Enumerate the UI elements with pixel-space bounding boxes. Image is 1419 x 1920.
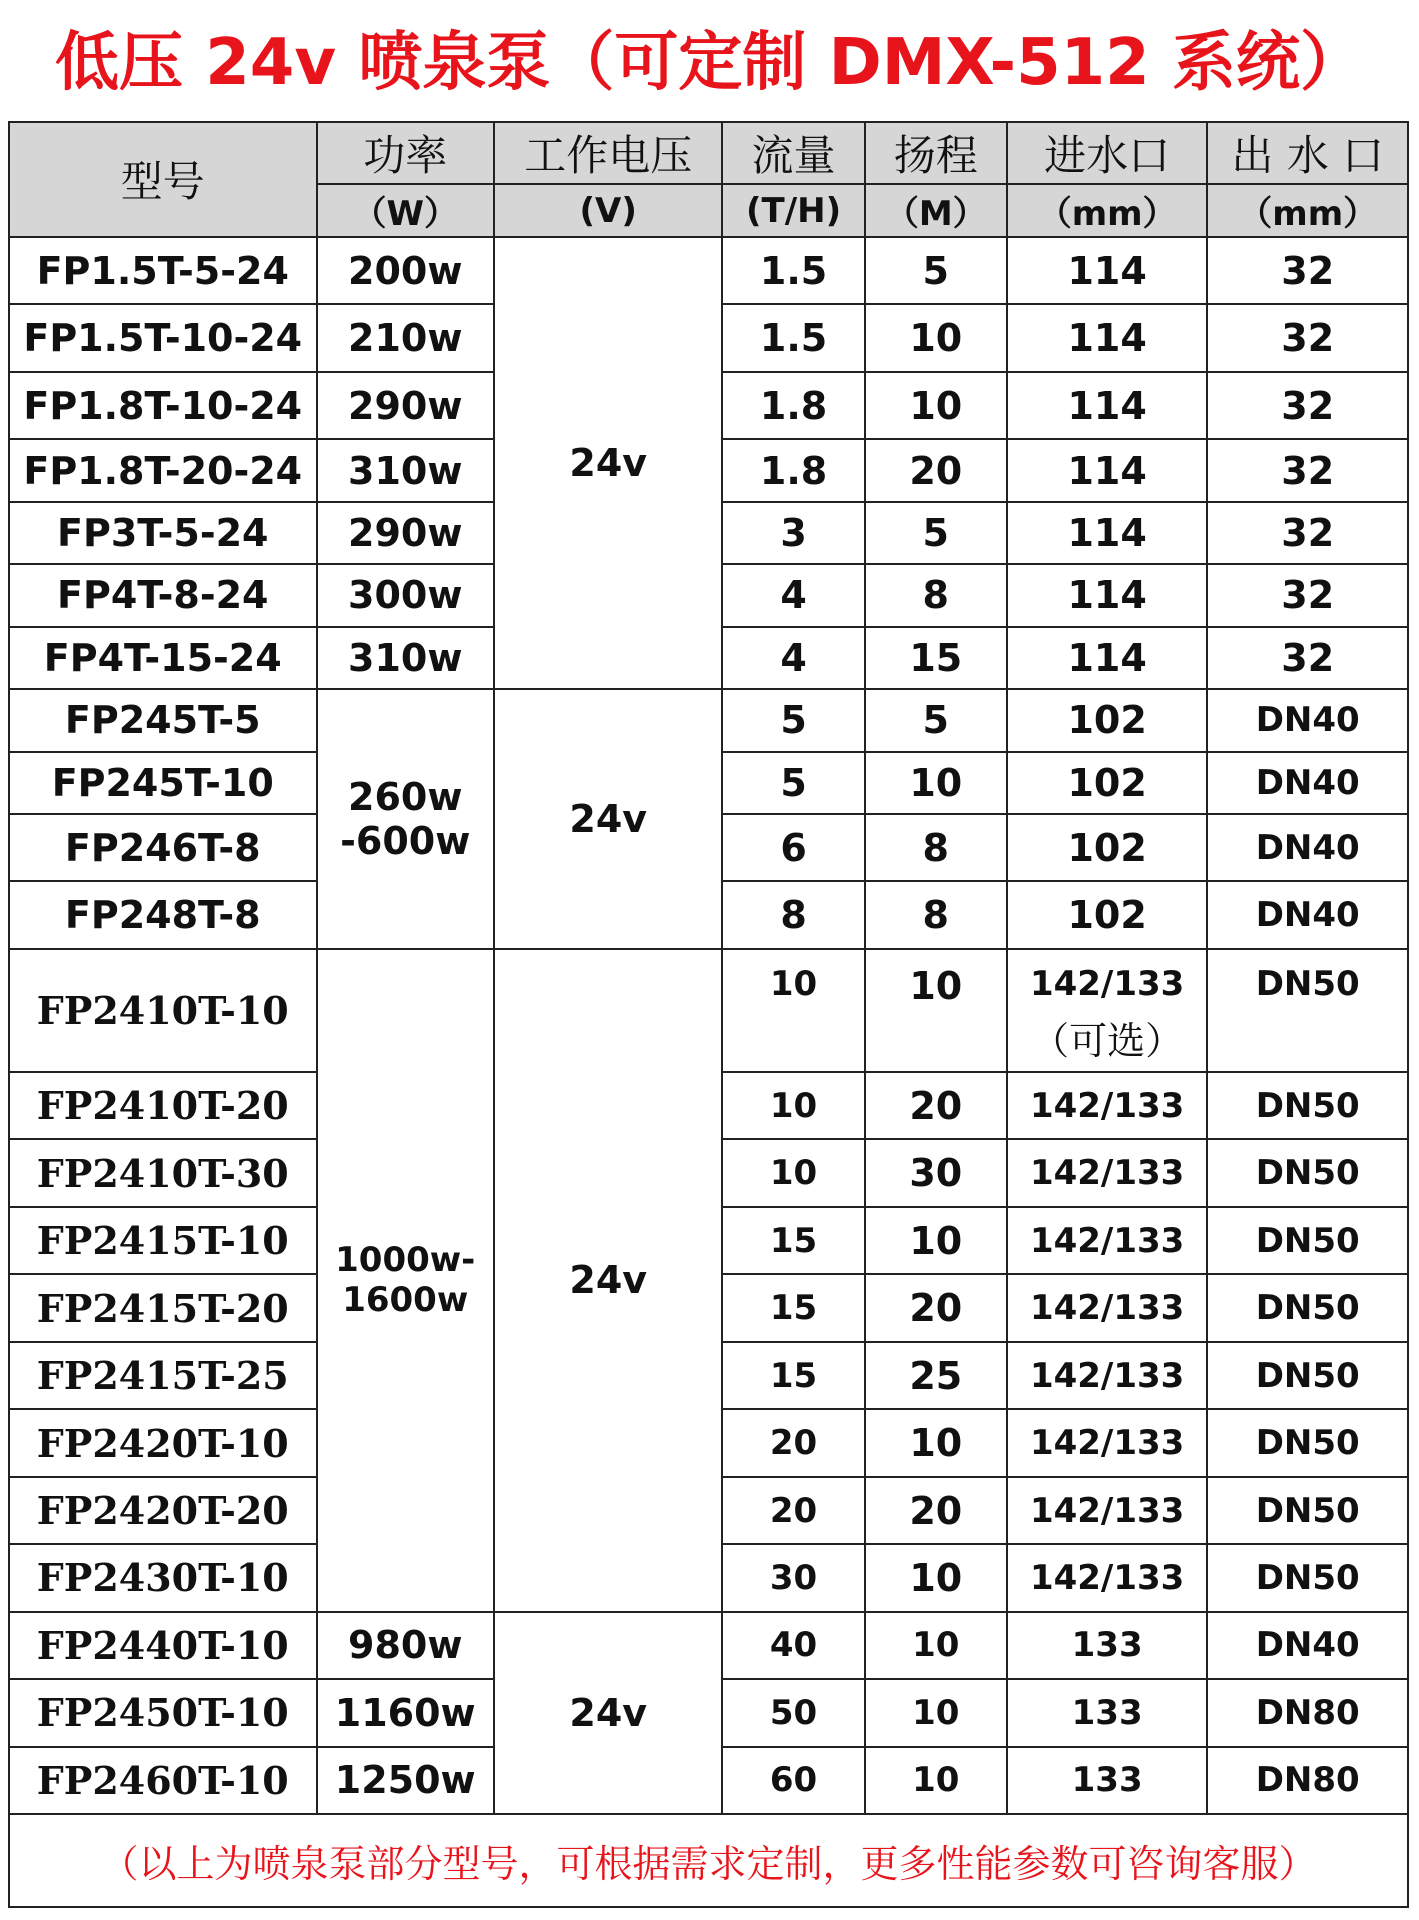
power-range-cell <box>317 689 494 949</box>
unit-voltage: (V) <box>494 184 723 236</box>
voltage-cell: 24v <box>494 1612 723 1814</box>
inlet-cell: 142/133 <box>1007 1274 1208 1341</box>
flow-cell: 1.5 <box>722 304 864 371</box>
head-cell: 10 <box>865 372 1007 439</box>
flow-cell: 1.5 <box>722 237 864 304</box>
power-cell: 310w <box>317 439 494 501</box>
model-cell: FP1.8T-10-24 <box>9 372 317 439</box>
outlet-cell: DN50 <box>1207 1544 1408 1611</box>
power-cell: 1160w <box>317 1679 494 1746</box>
inlet-cell: 114 <box>1007 564 1208 626</box>
power-range-line1: 260w <box>348 775 463 820</box>
inlet-cell: 133 <box>1007 1747 1208 1814</box>
inlet-cell: 102 <box>1007 814 1208 881</box>
header-flow: 流量 <box>722 122 864 184</box>
unit-inlet: （mm） <box>1007 184 1208 236</box>
flow-cell: 4 <box>722 564 864 626</box>
power-cell: 210w <box>317 304 494 371</box>
flow-cell: 1.8 <box>722 372 864 439</box>
head-cell: 10 <box>865 1544 1007 1611</box>
table-row <box>9 949 1408 1072</box>
power-range-line1: 1000w- <box>335 1240 476 1281</box>
model-cell: FP248T-8 <box>9 881 317 948</box>
model-cell: FP2430T-10 <box>9 1544 317 1611</box>
flow-cell: 15 <box>722 1207 864 1274</box>
power-cell: 200w <box>317 237 494 304</box>
voltage-cell: 24v <box>494 949 723 1612</box>
model-cell: FP2450T-10 <box>9 1679 317 1746</box>
inlet-cell: 102 <box>1007 881 1208 948</box>
head-cell: 10 <box>865 1679 1007 1746</box>
inlet-cell: 114 <box>1007 237 1208 304</box>
outlet-cell: 32 <box>1207 627 1408 689</box>
model-cell: FP1.5T-10-24 <box>9 304 317 371</box>
model-cell: FP2415T-10 <box>9 1207 317 1274</box>
outlet-cell: 32 <box>1207 502 1408 564</box>
flow-cell: 20 <box>722 1477 864 1544</box>
outlet-cell: DN40 <box>1207 689 1408 751</box>
page-title: 低压 24v 喷泉泵（可定制 DMX-512 系统） <box>55 26 1364 100</box>
head-cell: 10 <box>865 1747 1007 1814</box>
outlet-cell: DN50 <box>1207 1342 1408 1409</box>
model-cell: FP2420T-20 <box>9 1477 317 1544</box>
head-cell: 20 <box>865 1072 1007 1139</box>
model-cell: FP2410T-20 <box>9 1072 317 1139</box>
head-cell: 8 <box>865 564 1007 626</box>
outlet-cell: 32 <box>1207 372 1408 439</box>
inlet-cell: 142/133 <box>1007 1477 1208 1544</box>
head-cell: 8 <box>865 881 1007 948</box>
header-head: 扬程 <box>865 122 1007 184</box>
flow-cell: 10 <box>722 949 864 1072</box>
inlet-cell: 142/133 <box>1007 1409 1208 1476</box>
outlet-cell: DN50 <box>1207 1072 1408 1139</box>
head-cell: 5 <box>865 689 1007 751</box>
flow-cell: 5 <box>722 689 864 751</box>
model-cell: FP2415T-25 <box>9 1342 317 1409</box>
table-row <box>9 689 1408 751</box>
outlet-cell: DN50 <box>1207 1139 1408 1206</box>
inlet-cell: 133 <box>1007 1679 1208 1746</box>
flow-cell: 15 <box>722 1342 864 1409</box>
outlet-cell: DN50 <box>1207 1477 1408 1544</box>
outlet-cell: DN40 <box>1207 814 1408 881</box>
outlet-cell: 32 <box>1207 237 1408 304</box>
model-cell: FP3T-5-24 <box>9 502 317 564</box>
outlet-cell: DN50 <box>1207 949 1408 1072</box>
outlet-cell: 32 <box>1207 304 1408 371</box>
power-range-cell <box>317 949 494 1612</box>
power-cell: 310w <box>317 627 494 689</box>
flow-cell: 5 <box>722 752 864 814</box>
flow-cell: 1.8 <box>722 439 864 501</box>
head-cell: 10 <box>865 1207 1007 1274</box>
head-cell: 20 <box>865 1274 1007 1341</box>
model-cell: FP245T-5 <box>9 689 317 751</box>
head-cell: 20 <box>865 1477 1007 1544</box>
unit-power: （W） <box>317 184 494 236</box>
header-inlet: 进水口 <box>1007 122 1208 184</box>
inlet-cell: 114 <box>1007 502 1208 564</box>
unit-head: （M） <box>865 184 1007 236</box>
outlet-cell: DN50 <box>1207 1274 1408 1341</box>
table-row <box>9 237 1408 304</box>
flow-cell: 40 <box>722 1612 864 1679</box>
model-cell: FP2460T-10 <box>9 1747 317 1814</box>
inlet-cell: 114 <box>1007 372 1208 439</box>
flow-cell: 6 <box>722 814 864 881</box>
model-cell: FP2415T-20 <box>9 1274 317 1341</box>
power-cell: 290w <box>317 502 494 564</box>
head-cell: 10 <box>865 949 1007 1072</box>
outlet-cell: DN50 <box>1207 1409 1408 1476</box>
inlet-optional-note: （可选） <box>1031 1018 1184 1063</box>
flow-cell: 3 <box>722 502 864 564</box>
header-model: 型号 <box>9 122 317 237</box>
outlet-cell: DN80 <box>1207 1679 1408 1746</box>
inlet-cell: 142/133 <box>1007 1072 1208 1139</box>
flow-cell: 8 <box>722 881 864 948</box>
header-outlet: 出 水 口 <box>1207 122 1408 184</box>
model-cell: FP2410T-30 <box>9 1139 317 1206</box>
outlet-cell: DN50 <box>1207 1207 1408 1274</box>
head-cell: 8 <box>865 814 1007 881</box>
footer-note: （以上为喷泉泵部分型号，可根据需求定制，更多性能参数可咨询客服） <box>9 1814 1408 1907</box>
model-cell: FP245T-10 <box>9 752 317 814</box>
head-cell: 10 <box>865 304 1007 371</box>
inlet-cell: 102 <box>1007 752 1208 814</box>
outlet-cell: DN40 <box>1207 881 1408 948</box>
flow-cell: 4 <box>722 627 864 689</box>
power-cell: 300w <box>317 564 494 626</box>
head-cell: 5 <box>865 502 1007 564</box>
head-cell: 10 <box>865 1409 1007 1476</box>
model-cell: FP2410T-10 <box>9 949 317 1072</box>
model-cell: FP246T-8 <box>9 814 317 881</box>
model-cell: FP1.5T-5-24 <box>9 237 317 304</box>
power-cell: 980w <box>317 1612 494 1679</box>
head-cell: 15 <box>865 627 1007 689</box>
head-cell: 20 <box>865 439 1007 501</box>
voltage-cell: 24v <box>494 237 723 689</box>
spec-table <box>8 121 1409 1908</box>
outlet-cell: 32 <box>1207 439 1408 501</box>
model-cell: FP4T-8-24 <box>9 564 317 626</box>
flow-cell: 15 <box>722 1274 864 1341</box>
head-cell: 30 <box>865 1139 1007 1206</box>
voltage-cell: 24v <box>494 689 723 949</box>
model-cell: FP1.8T-20-24 <box>9 439 317 501</box>
inlet-cell: 142/133 <box>1007 1544 1208 1611</box>
power-cell: 1250w <box>317 1747 494 1814</box>
flow-cell: 60 <box>722 1747 864 1814</box>
head-cell: 5 <box>865 237 1007 304</box>
head-cell: 10 <box>865 1612 1007 1679</box>
unit-outlet: （mm） <box>1207 184 1408 236</box>
model-cell: FP4T-15-24 <box>9 627 317 689</box>
head-cell: 10 <box>865 752 1007 814</box>
header-power: 功率 <box>317 122 494 184</box>
outlet-cell: DN40 <box>1207 752 1408 814</box>
head-cell: 25 <box>865 1342 1007 1409</box>
power-range-line2: 1600w <box>342 1280 469 1321</box>
inlet-cell: 142/133 <box>1007 1207 1208 1274</box>
model-cell: FP2440T-10 <box>9 1612 317 1679</box>
flow-cell: 10 <box>722 1072 864 1139</box>
header-voltage: 工作电压 <box>494 122 723 184</box>
inlet-cell: 114 <box>1007 304 1208 371</box>
flow-cell: 30 <box>722 1544 864 1611</box>
unit-flow: (T/H) <box>722 184 864 236</box>
inlet-cell: 142/133 <box>1007 1139 1208 1206</box>
outlet-cell: DN80 <box>1207 1747 1408 1814</box>
flow-cell: 20 <box>722 1409 864 1476</box>
inlet-cell <box>1007 949 1208 1072</box>
flow-cell: 50 <box>722 1679 864 1746</box>
power-range-line2: -600w <box>340 819 471 864</box>
inlet-cell: 142/133 <box>1007 1342 1208 1409</box>
inlet-value: 142/133 <box>1029 963 1185 1004</box>
inlet-cell: 133 <box>1007 1612 1208 1679</box>
outlet-cell: 32 <box>1207 564 1408 626</box>
inlet-cell: 114 <box>1007 439 1208 501</box>
power-cell: 290w <box>317 372 494 439</box>
table-row <box>9 1612 1408 1679</box>
outlet-cell: DN40 <box>1207 1612 1408 1679</box>
flow-cell: 10 <box>722 1139 864 1206</box>
model-cell: FP2420T-10 <box>9 1409 317 1476</box>
inlet-cell: 102 <box>1007 689 1208 751</box>
inlet-cell: 114 <box>1007 627 1208 689</box>
